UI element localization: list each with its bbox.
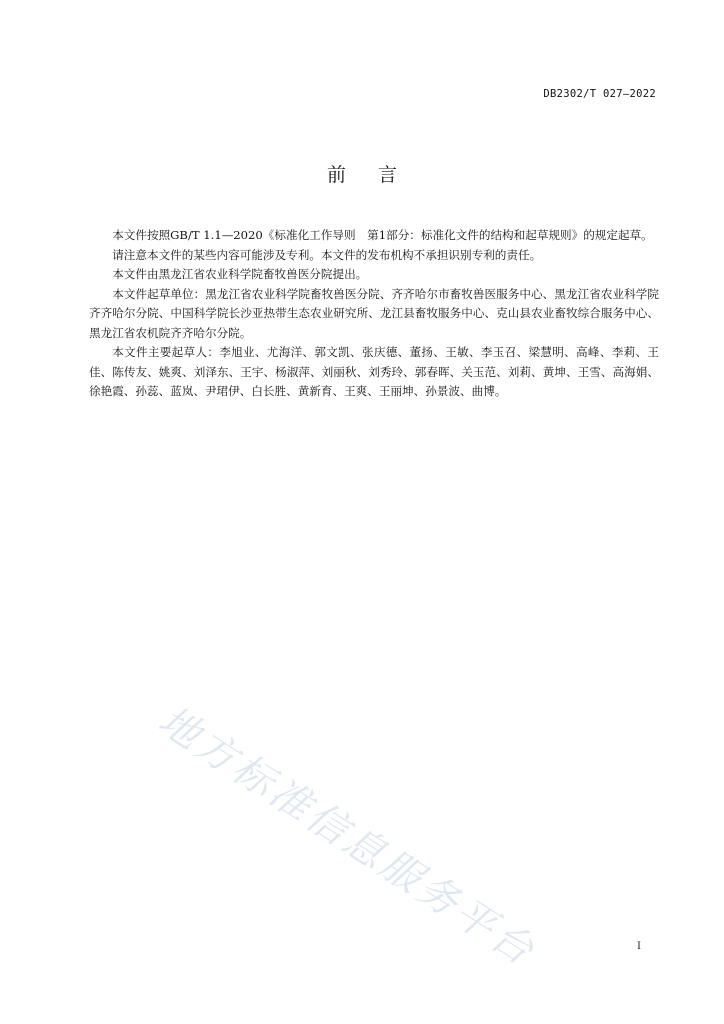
foreword-body <box>89 226 659 402</box>
standard-number: DB2302/T 027—2022 <box>543 88 656 100</box>
section-heading: 前言 <box>326 164 429 186</box>
watermark-text: 地方标准信息服务平台 <box>150 697 545 976</box>
page-number: I <box>637 941 641 952</box>
paragraph-proposer: 本文件由黑龙江省农业科学院畜牧兽医分院提出。 <box>112 267 368 281</box>
paragraph-drafters: 本文件主要起草人：李旭业、尤海洋、郭文凯、张庆德、董扬、王敏、李玉召、梁慧明、高峰、李莉、王佳、陈传友、姚爽、刘泽东、王宇、杨淑萍、刘丽秋、刘秀玲、郭春晖、关玉范、刘莉、黄坤、王雪、高海娟、徐艳霞、孙蕊、蓝岚、尹珺伊、白长胜、黄新育、王爽、王丽坤、孙景波、曲博。 <box>89 345 659 398</box>
paragraph-drafting-units: 本文件起草单位：黑龙江省农业科学院畜牧兽医分院、齐齐哈尔市畜牧兽医服务中心、黑龙江省农业科学院齐齐哈尔分院、中国科学院长沙亚热带生态农业研究所、龙江县畜牧服务中心、克山县农业畜牧综合服务中心、黑龙江省农机院齐齐哈尔分院。 <box>89 286 659 340</box>
paragraph-drafting-rules: 本文件按照GB/T 1.1—2020《标准化工作导则 第1部分：标准化文件的结构和起草规则》的规定起草。 <box>112 228 653 242</box>
paragraph-patent-notice: 请注意本文件的某些内容可能涉及专利。本文件的发布机构不承担识别专利的责任。 <box>112 247 542 262</box>
